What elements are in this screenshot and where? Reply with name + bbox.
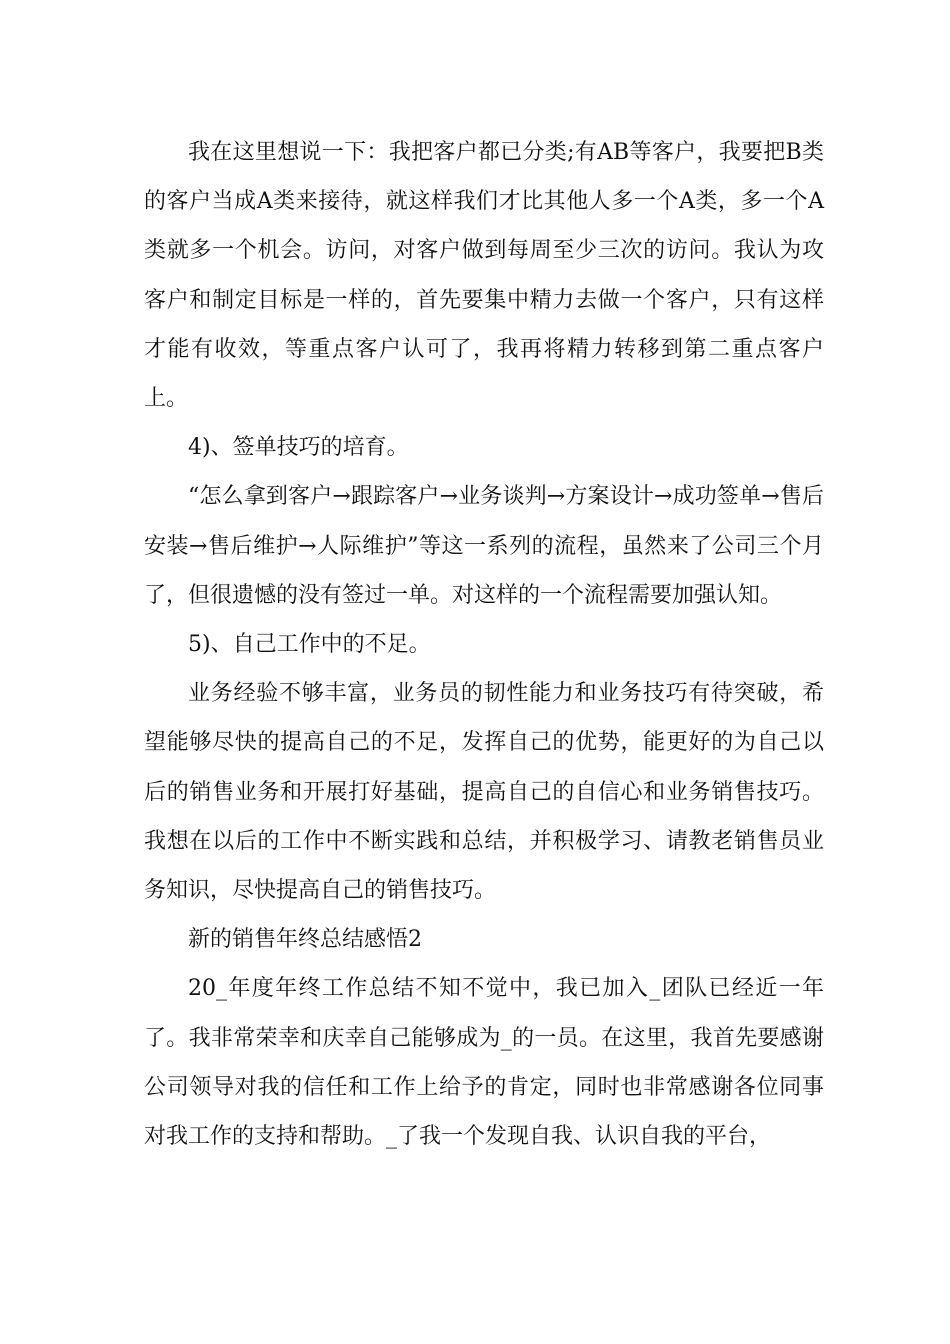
document-body — [144, 128, 824, 1161]
section-title-summary-2: 新的销售年终总结感悟2 — [188, 927, 422, 953]
paragraph-client-classification: 我在这里想说一下：我把客户都已分类;有AB等客户，我要把B类的客户当成A类来接待，就这样我们才比其他人多一个A类，多一个A类就多一个机会。访问，对客户做到每周至少三次的访问。我认为攻客户和制定目标是一样的，首先要集中精力去做一个客户，只有这样才能有收效，等重点客户认可了，我再将精力转移到第二重点客户上。 — [144, 140, 824, 412]
paragraph-shortcomings: 业务经验不够丰富，业务员的韧性能力和业务技巧有待突破，希望能够尽快的提高自己的不足，发挥自己的优势，能更好的为自己以后的销售业务和开展打好基础，提高自己的自信心和业务销售技巧。我想在以后的工作中不断实践和总结，并积极学习、请教老销售员业务知识，尽快提高自己的销售技巧。 — [144, 681, 824, 904]
section-heading-signing-skills: 4)、签单技巧的培育。 — [188, 435, 409, 461]
section-heading-shortcomings: 5)、自己工作中的不足。 — [188, 632, 431, 658]
paragraph-year-end-summary: 20_年度年终工作总结不知不觉中，我已加入_团队已经近一年了。我非常荣幸和庆幸自己能够成为_的一员。在这里，我首先要感谢公司领导对我的信任和工作上给予的肯定，同时也非常感谢各位同事对我工作的支持和帮助。_了我一个发现自我、认识自我的平台， — [144, 976, 824, 1150]
paragraph-sales-process: “怎么拿到客户→跟踪客户→业务谈判→方案设计→成功签单→售后安装→售后维护→人际维护”等这一系列的流程，虽然来了公司三个月了，但很遗憾的没有签过一单。对这样的一个流程需要加强认知。 — [144, 484, 824, 608]
